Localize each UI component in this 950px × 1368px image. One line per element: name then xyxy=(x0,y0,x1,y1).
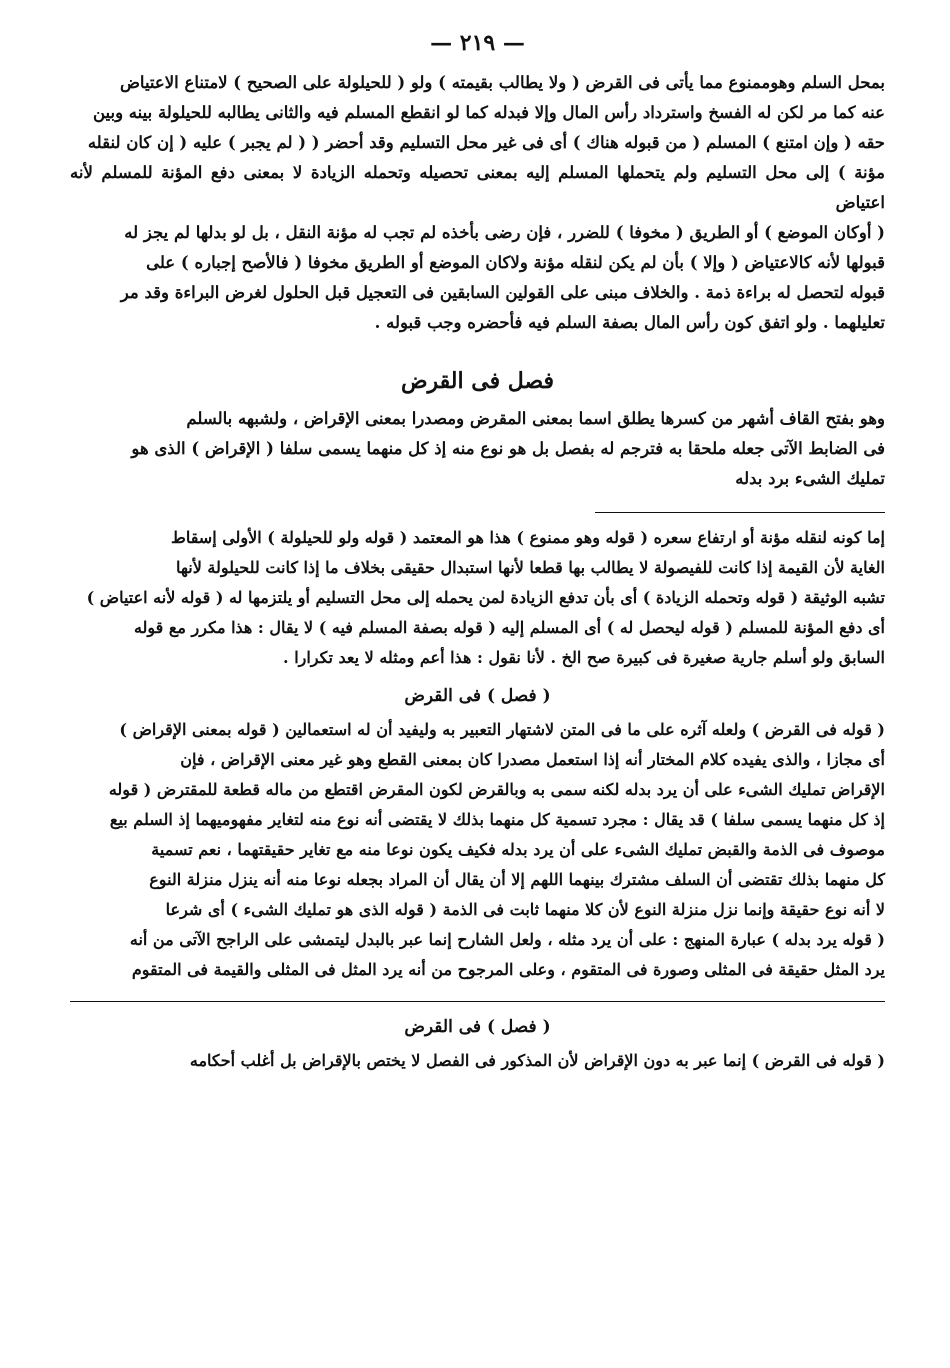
main-text-line: حقه ( وإن امتنع ) المسلم ( من قبوله هناك ) أى فى غير محل التسليم وقد أحضر ( ( لم يجبر ) عليه ( إن كان لنقله xyxy=(87,133,885,152)
commentary-line: لا أنه نوع حقيقة وإنما نزل منزلة النوع لأن كلا منهما ثابت فى الذمة ( قوله الذى هو تمليك الشىء ) أى شرعا xyxy=(165,900,885,919)
commentary-line: ( قوله فى القرض ) ولعله آثره على ما فى المتن لاشتهار التعبير به وليفيد أن له استعمالين ( قوله بمعنى الإقراض ) xyxy=(119,720,885,739)
commentary-line: إذ كل منهما يسمى سلفا ) قد يقال : مجرد تسمية كل منهما بذلك لا يقتضى أنه نوع منه لتغاير مفهوميهما إذ السلم بيع xyxy=(109,810,885,829)
main-text-line: ( أوكان الموضع ) أو الطريق ( مخوفا ) للضرر ، فإن رضى بأخذه لم تجب له مؤنة النقل ، بل لو بدلها لم يجز له xyxy=(124,223,885,242)
section-text-line: تمليك الشىء برد بدله xyxy=(735,469,885,488)
section-text-line: وهو بفتح القاف أشهر من كسرها يطلق اسما بمعنى المقرض ومصدرا بمعنى الإقراض ، ولشبهه بالسلم xyxy=(186,409,885,428)
footnote-divider xyxy=(595,512,885,513)
commentary-line: موصوف فى الذمة والقبض تمليك الشىء على أن يرد بدله فكيف يكون نوعا منه مع تغاير حقيقتهما ، نعم تسمية xyxy=(151,840,885,859)
commentary-line: يرد المثل حقيقة فى المثلى وصورة فى المتقوم ، وعلى المرجوح من أنه يرد المثل فى المثلى والقيمة فى المتقوم xyxy=(131,960,885,979)
section-divider xyxy=(70,1001,885,1002)
commentary-heading: ( فصل ) فى القرض xyxy=(404,1017,551,1037)
commentary-block-3 xyxy=(70,1046,885,1076)
commentary-block-2 xyxy=(70,715,885,985)
section-text-line: فى الضابط الآتى جعله ملحقا به فترجم له بفصل بل هو نوع منه إذ كل منهما يسمى سلفا ( الإقراض ) الذى هو xyxy=(131,439,885,458)
main-text-line: مؤنة ) إلى محل التسليم ولم يتحملها المسلم إليه بمعنى تحصيله وتحمله الزيادة لا بمعنى دفع المؤنة للمسلم لأنه اعتياض xyxy=(70,163,885,212)
commentary-line: ( قوله يرد بدله ) عبارة المنهج : على أن يرد مثله ، ولعل الشارح إنما عبر بالبدل ليتمشى على الراجح الآتى من أنه xyxy=(129,930,885,949)
main-text-line: عنه كما مر لكن له الفسخ واسترداد رأس المال وإلا فبدله كما لو انقطع المسلم فيه والثانى يطالبه للحيلولة بينه وبين xyxy=(92,103,885,122)
commentary-line: أى مجازا ، والذى يفيده كلام المختار أنه إذا استعمل مصدرا كان بمعنى القطع وهو غير معنى الإقراض ، فإن xyxy=(180,750,885,769)
commentary-block-1 xyxy=(70,523,885,673)
commentary-line: ( قوله فى القرض ) إنما عبر به دون الإقراض لأن المذكور فى الفصل لا يختص بالإقراض بل أغلب أحكامه xyxy=(189,1051,885,1070)
commentary-line: السابق ولو أسلم جارية صغيرة فى كبيرة صح الخ . لأنا نقول : هذا أعم ومثله لا يعد تكرارا . xyxy=(283,648,885,667)
main-text-line: تعليلهما . ولو اتفق كون رأس المال بصفة السلم فيه فأحضره وجب قبوله . xyxy=(374,313,885,332)
commentary-heading: ( فصل ) فى القرض xyxy=(404,686,551,706)
main-text-line: قبوله لتحصل له براءة ذمة . والخلاف مبنى على القولين السابقين فى التعجيل قبل الحلول لغرض البراءة وقد مر xyxy=(120,283,885,302)
page-number: — ٢١٩ — xyxy=(430,30,525,56)
commentary-line: إما كونه لنقله مؤنة أو ارتفاع سعره ( قوله وهو ممنوع ) هذا هو المعتمد ( قوله ولو للحيلولة ) الأولى إسقاط xyxy=(171,528,885,547)
section-title: فصل فى القرض xyxy=(400,368,555,394)
section-intro-block xyxy=(70,404,885,494)
main-text-line: بمحل السلم وهوممنوع مما يأتى فى القرض ( ولا يطالب بقيمته ) ولو ( للحيلولة على الصحيح ) لامتناع الاعتياض xyxy=(119,73,885,92)
commentary-line: كل منهما بذلك تقتضى أن السلف مشترك بينهما اللهم إلا أن يقال أن المراد بجعله نوعا منه أنه ينزل منزلة النوع xyxy=(149,870,885,889)
main-text-line: قبولها لأنه كالاعتياض ( وإلا ) بأن لم يكن لنقله مؤنة ولاكان الموضع أو الطريق مخوفا ( فالأصح إجباره ) على xyxy=(146,253,885,272)
commentary-line: تشبه الوثيقة ( قوله وتحمله الزيادة ) أى بأن تدفع الزيادة لمن يحمله إلى محل التسليم أو يلتزمها له ( قوله لأنه اعتياض ) xyxy=(86,588,885,607)
commentary-line: أى دفع المؤنة للمسلم ( قوله ليحصل له ) أى المسلم إليه ( قوله بصفة المسلم فيه ) لا يقال : هذا مكرر مع قوله xyxy=(133,618,885,637)
main-text-block xyxy=(70,68,885,338)
document-page xyxy=(70,28,885,1076)
commentary-line: الغاية لأن القيمة إذا كانت للفيصولة لا يطالب بها قطعا لأنها استبدال حقيقى بخلاف ما إذا كانت للحيلولة لأنها xyxy=(176,558,885,577)
commentary-line: الإقراض تمليك الشىء على أن يرد بدله لكنه سمى به وبالقرض لكون المقرض اقتطع من ماله قطعة للمقترض ( قوله xyxy=(108,780,885,799)
